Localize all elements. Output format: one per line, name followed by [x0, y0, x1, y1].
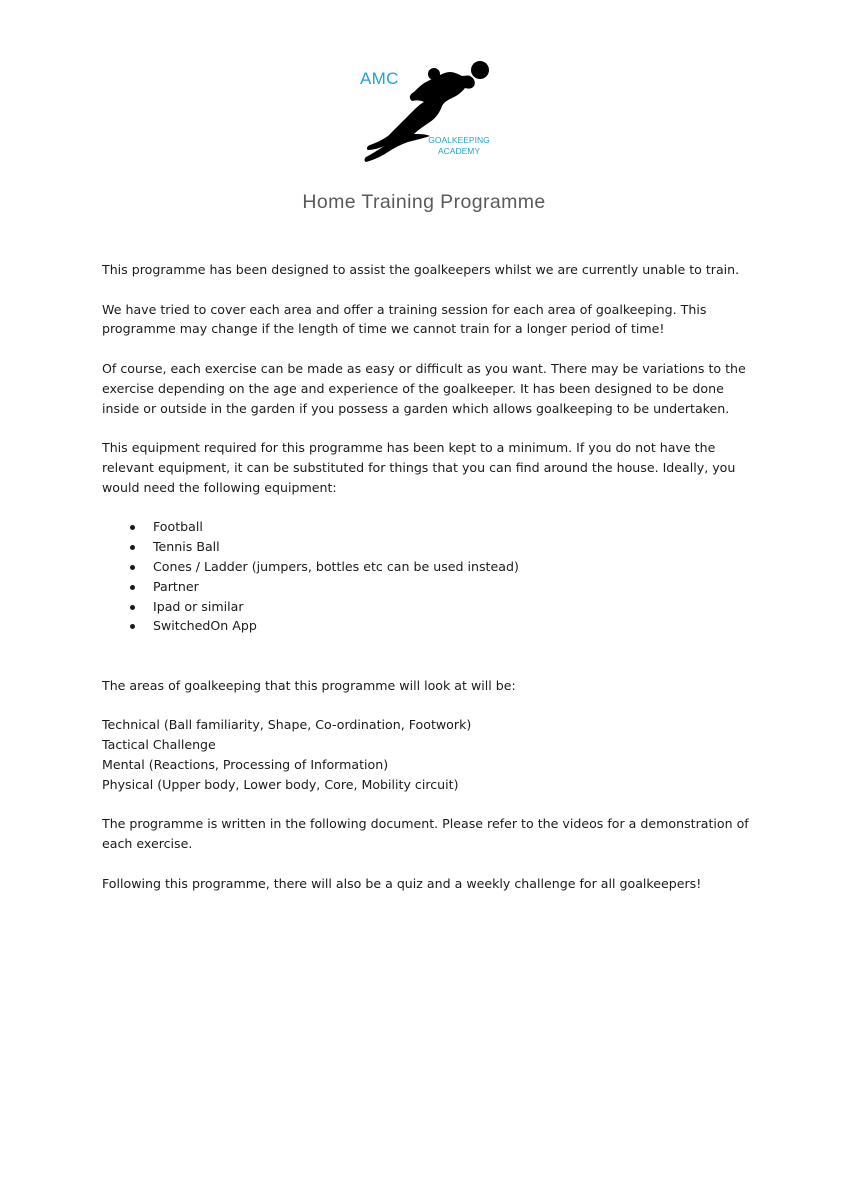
document-note-paragraph: The programme is written in the following document. Please refer to the videos for a demonstration of each exercise.: [102, 816, 749, 852]
intro-paragraph: This programme has been designed to assist the goalkeepers whilst we are currently unable to train.: [102, 262, 740, 277]
area-item: Technical (Ball familiarity, Shape, Co-ordination, Footwork): [102, 717, 472, 733]
equipment-list: [102, 517, 762, 636]
bullet-icon: [130, 585, 135, 590]
list-item: [102, 577, 762, 597]
bullet-icon: [130, 605, 135, 610]
list-item-label: Cones / Ladder (jumpers, bottles etc can be used instead): [153, 558, 519, 574]
list-item: [102, 597, 762, 617]
areas-intro-paragraph: The areas of goalkeeping that this programme will look at will be:: [102, 677, 516, 693]
logo-subtitle-line-1: GOALKEEPING: [428, 135, 490, 145]
list-item-label: Ipad or similar: [153, 598, 244, 614]
document-body: [102, 260, 762, 894]
list-item: [102, 537, 762, 557]
list-item-label: Partner: [153, 578, 199, 594]
logo-subtitle-line-2: ACADEMY: [437, 146, 481, 156]
coverage-paragraph: We have tried to cover each area and offer a training session for each area of goalkeeping. This programme may change if the length of time we cannot train for a longer period of time!: [102, 301, 707, 337]
bullet-icon: [130, 525, 135, 530]
logo-brand-text: AMC: [360, 69, 399, 88]
list-item-label: SwitchedOn App: [153, 618, 257, 634]
equipment-paragraph: This equipment required for this programme has been kept to a minimum. If you do not have the relevant equipment, it can be substituted for things that you can find around the house. Ideally, you would need the following equipment:: [102, 440, 736, 495]
list-item: [102, 557, 762, 577]
logo-subtitle: [414, 135, 504, 157]
academy-logo: [358, 58, 498, 166]
area-item: Tactical Challenge: [102, 737, 216, 753]
list-item-label: Tennis Ball: [153, 539, 220, 555]
list-item-label: Football: [153, 519, 203, 535]
bullet-icon: [130, 624, 135, 629]
list-item: [102, 616, 762, 636]
page-title: Home Training Programme: [302, 191, 546, 213]
quiz-note-paragraph: Following this programme, there will also be a quiz and a weekly challenge for all goalkeepers!: [102, 875, 702, 891]
bullet-icon: [130, 545, 135, 550]
areas-list: [102, 715, 762, 794]
bullet-icon: [130, 565, 135, 570]
area-item: Physical (Upper body, Lower body, Core, Mobility circuit): [102, 776, 459, 792]
list-item: [102, 517, 762, 537]
area-item: Mental (Reactions, Processing of Information): [102, 756, 389, 772]
difficulty-paragraph: Of course, each exercise can be made as easy or difficult as you want. There may be variations to the exercise depending on the age and experience of the goalkeeper. It has been designed to be done inside or outside in the garden if you possess a garden which allows goalkeeping to be undertaken.: [102, 360, 746, 416]
